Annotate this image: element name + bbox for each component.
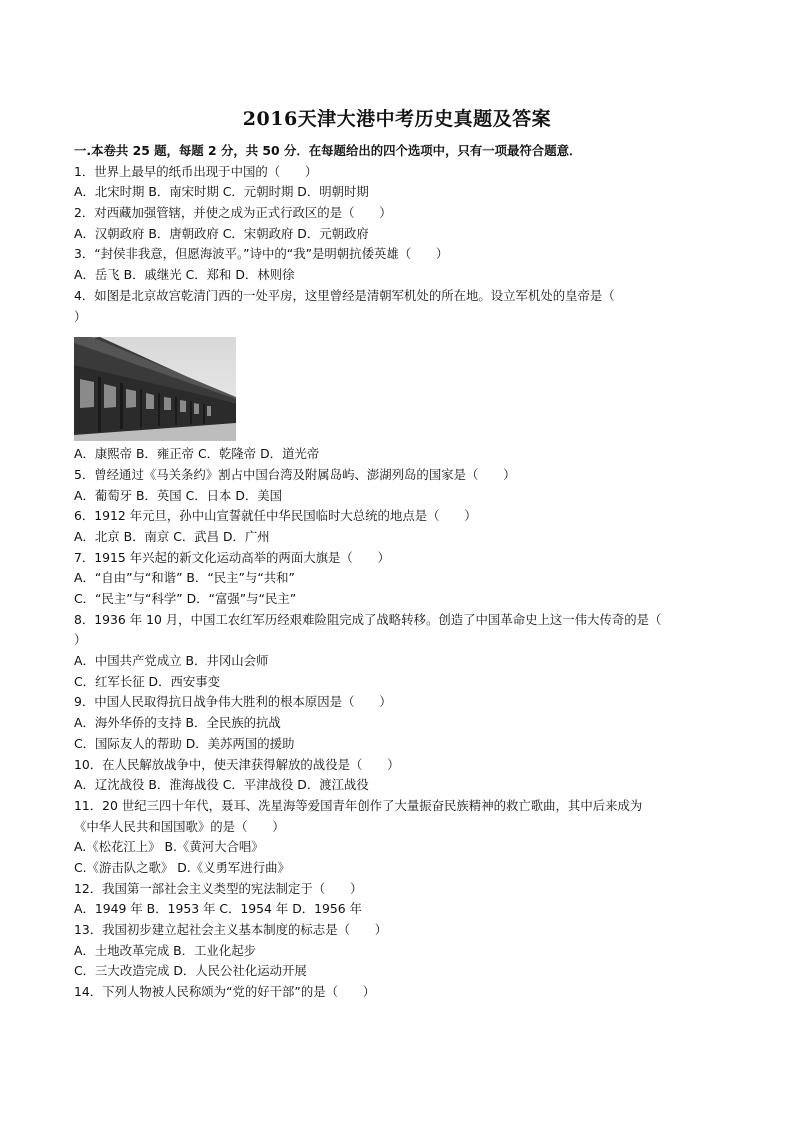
text-line: A．北宋时期 B．南宋时期 C．元朝时期 D．明朝时期 [74,184,369,200]
text-line: 4．如图是北京故宫乾清门西的一处平房，这里曾经是清朝军机处的所在地。设立军机处的皇帝是（ [74,287,615,303]
text-line: A．辽沈战役 B．淮海战役 C．平津战役 D．渡江战役 [74,777,369,793]
text-line: 10．在人民解放战争中，使天津获得解放的战役是（ ） [74,756,400,772]
text-line: C．三大改造完成 D．人民公社化运动开展 [74,963,307,979]
text-line: A．土地改革完成 B．工业化起步 [74,942,256,958]
text-line: 3．“封侯非我意，但愿海波平。”诗中的“我”是明朝抗倭英雄（ ） [74,246,449,262]
text-line: C．国际友人的帮助 D．美苏两国的援助 [74,735,295,751]
text-line: ） [74,632,87,648]
text-line: A．“自由”与“和谐” B．“民主”与“共和” [74,570,295,586]
section-header: 一.本卷共 25 题，每题 2 分，共 50 分．在每题给出的四个选项中，只有一项最符合题意． [74,143,582,158]
question-list [74,141,724,1003]
text-line: A．岳飞 B．戚继光 C．郑和 D．林则徐 [74,267,295,283]
grand-council-building-photo [74,337,236,441]
text-line: C.《游击队之歌》 D.《义勇军进行曲》 [74,859,290,875]
text-line: A．海外华侨的支持 B．全民族的抗战 [74,715,281,731]
page-title: 2016天津大港中考历史真题及答案 [242,108,552,130]
text-line: A．葡萄牙 B．英国 C．日本 D．美国 [74,487,283,503]
text-line: C．红军长征 D．西安事变 [74,673,221,689]
text-line: 1．世界上最早的纸币出现于中国的（ ） [74,163,318,179]
text-line: 11．20 世纪三四十年代，聂耳、冼星海等爱国青年创作了大量振奋民族精神的救亡歌曲，其中后来成为 [74,797,643,813]
text-line: A．1949 年 B．1953 年 C．1954 年 D．1956 年 [74,901,362,917]
text-line: 13．我国初步建立起社会主义基本制度的标志是（ ） [74,922,388,937]
text-line: 《中华人民共和国国歌》的是（ ） [74,818,285,834]
text-line: A.《松花江上》 B.《黄河大合唱》 [74,839,264,855]
text-line: 8．1936 年 10 月，中国工农红军历经艰难险阻完成了战略转移。创造了中国革命史上这一伟大传奇的是（ [74,611,662,627]
text-line: ） [74,308,87,324]
text-line: A．中国共产党成立 B．井冈山会师 [74,653,269,669]
text-line: A．汉朝政府 B．唐朝政府 C．宋朝政府 D．元朝政府 [74,225,369,241]
text-line: A．康熙帝 B．雍正帝 C．乾隆帝 D．道光帝 [74,446,320,462]
text-line: 5．曾经通过《马关条约》割占中国台湾及附属岛屿、澎湖列岛的国家是（ ） [74,466,516,482]
text-line: 7．1915 年兴起的新文化运动高举的两面大旗是（ ） [74,549,390,565]
text-line: 6．1912 年元旦，孙中山宣誓就任中华民国临时大总统的地点是（ ） [74,508,477,524]
text-line: 9．中国人民取得抗日战争伟大胜利的根本原因是（ ） [74,694,392,710]
text-line: 2．对西藏加强管辖，并使之成为正式行政区的是（ ） [74,205,392,221]
text-line: A．北京 B．南京 C．武昌 D．广州 [74,528,270,544]
text-line: 12．我国第一部社会主义类型的宪法制定于（ ） [74,880,363,896]
text-line: 14．下列人物被人民称颂为“党的好干部”的是（ ） [74,984,376,1000]
text-line: C．“民主”与“科学” D．“富强”与“民主” [74,591,297,606]
